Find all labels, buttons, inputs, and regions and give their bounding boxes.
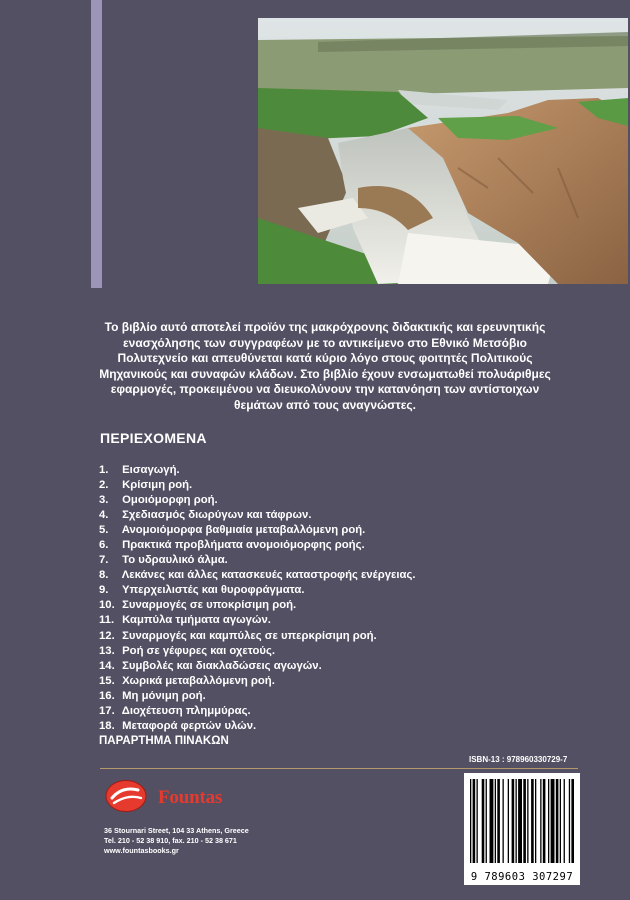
toc-item	[99, 598, 415, 613]
publisher-phone: Tel. 210 - 52 38 910, fax. 210 - 52 38 671	[104, 836, 237, 845]
toc-item-label: Ροή σε γέφυρες και οχετούς.	[122, 644, 275, 657]
toc-item-number: 6.	[99, 539, 109, 552]
barcode-bar	[556, 779, 559, 863]
toc-item-label: Ανομοιόμορφα βαθμιαία μεταβαλλόμενη ροή.	[121, 524, 366, 537]
toc-title: ΠΕΡΙΕΧΟΜΕΝΑ	[100, 430, 207, 446]
isbn-barcode	[464, 773, 580, 885]
barcode-bar	[518, 779, 522, 863]
toc-item-number: 16.	[99, 689, 115, 702]
toc-item-label: Μεταφορά φερτών υλών.	[122, 719, 257, 732]
barcode-bar	[470, 779, 471, 863]
barcode-bar	[473, 779, 476, 863]
toc-item	[99, 644, 415, 659]
toc-item-label: Ομοιόμορφη ροή.	[122, 494, 218, 507]
toc-item-label: Εισαγωγή.	[122, 464, 180, 476]
barcode-bar	[495, 779, 496, 863]
toc-item-number: 1.	[99, 464, 109, 476]
isbn-label: ISBN-13 : 978960330729-7	[469, 755, 568, 764]
toc-item-label: Μη μόνιμη ροή.	[122, 689, 206, 702]
toc-item	[99, 704, 415, 719]
barcode-bar	[543, 779, 546, 863]
toc-item	[99, 674, 415, 689]
toc-item	[99, 568, 415, 583]
toc-item-number: 5.	[99, 524, 109, 537]
toc-item-number: 17.	[99, 704, 115, 717]
toc-item-number: 4.	[99, 509, 109, 522]
barcode-bar	[486, 779, 487, 863]
accent-bar	[91, 0, 102, 288]
toc-item	[99, 463, 415, 478]
barcode-bar	[512, 779, 515, 863]
barcode-bar	[564, 779, 565, 863]
toc-item	[99, 583, 415, 598]
toc-item-number: 10.	[99, 599, 115, 612]
toc-item-number: 15.	[99, 674, 115, 687]
toc-item-number: 18.	[99, 719, 115, 732]
toc-item-label: Υπερχειλιστές και θυροφράγματα.	[121, 584, 305, 597]
toc-item-label: Σχεδιασμός διωρύγων και τάφρων.	[122, 509, 312, 522]
toc-item	[99, 508, 415, 523]
toc-item	[99, 659, 415, 674]
toc-item-label: Καμπύλα τμήματα αγωγών.	[122, 614, 271, 627]
publisher-name: Fountas	[158, 787, 223, 808]
barcode-bar	[571, 779, 574, 863]
toc-item	[99, 719, 415, 734]
barcode-bar	[482, 779, 485, 863]
barcode-bar	[523, 779, 526, 863]
barcode-bars	[464, 773, 580, 869]
publisher-logo	[104, 779, 148, 813]
publisher-contact	[104, 826, 249, 856]
toc-item	[99, 493, 415, 508]
cover-photo-waterfall	[258, 18, 628, 284]
toc-item	[99, 689, 415, 704]
toc-list	[99, 463, 415, 749]
toc-item-number: 7.	[99, 554, 109, 567]
toc-item	[99, 523, 415, 538]
toc-item-label: Συμβολές και διακλαδώσεις αγωγών.	[122, 659, 322, 672]
toc-item-number: 14.	[99, 659, 115, 672]
toc-item-label: Πρακτικά προβλήματα ανομοιόμορφης ροής.	[122, 539, 365, 552]
toc-item	[99, 613, 415, 628]
toc-item-label: Το υδραυλικό άλμα.	[122, 554, 228, 567]
toc-item-label: Συναρμογές και καμπύλες σε υπερκρίσιμη ροή.	[122, 629, 377, 642]
barcode-bar	[477, 779, 478, 863]
toc-item-number: 3.	[99, 494, 109, 507]
barcode-bar	[551, 779, 555, 863]
book-description: Το βιβλίο αυτό αποτελεί προϊόν της μακρόχρονης διδακτικής και ερευνητικής ενασχόλησης των συγγραφέων με το αντικείμενο στο Εθνικό Μετσόβιο Πολυτεχνείο και απευθύνεται κατά κύριο λόγο στους φοιτητές Πολιτικούς Μηχανικούς και συναφών κλάδων. Στο βιβλίο έχουν ενσωματωθεί πολυάριθμες εφαρμογές, προκειμένου να διευκολύνουν την κατανόηση των αντίστοιχων θεμάτων από τους αναγνώστες.	[99, 320, 551, 412]
publisher-address: 36 Stournari Street, 104 33 Athens, Greece	[104, 826, 249, 835]
barcode-bar	[569, 779, 570, 863]
divider-rule	[100, 768, 578, 769]
toc-item-number: 11.	[99, 614, 115, 627]
toc-item-label: Χωρικά μεταβαλλόμενη ροή.	[122, 674, 275, 687]
toc-item-label: Διοχέτευση πλημμύρας.	[121, 704, 251, 717]
toc-item-number: 12.	[99, 629, 115, 642]
barcode-bar	[535, 779, 536, 863]
barcode-bar	[503, 779, 504, 863]
toc-item	[99, 478, 415, 493]
publisher-website: www.fountasbooks.gr	[104, 846, 179, 855]
barcode-bar	[508, 779, 509, 863]
barcode-bar	[497, 779, 500, 863]
toc-item	[99, 629, 415, 644]
toc-item-label: Λεκάνες και άλλες κατασκευές καταστροφής ενέργειας.	[121, 569, 416, 582]
barcode-bar	[531, 779, 534, 863]
toc-item-label: Κρίσιμη ροή.	[122, 479, 193, 492]
barcode-bar	[560, 779, 561, 863]
toc-item	[99, 553, 415, 568]
barcode-digits: 9 789603 307297	[470, 871, 574, 883]
toc-appendix: ΠΑΡΑΡΤΗΜΑ ΠΙΝΑΚΩΝ	[99, 734, 229, 747]
barcode-bar	[527, 779, 528, 863]
toc-item-number: 13.	[99, 644, 115, 657]
barcode-bar	[540, 779, 541, 863]
toc-item-number: 9.	[99, 584, 109, 597]
toc-item-number: 8.	[99, 569, 109, 582]
barcode-bar	[516, 779, 517, 863]
toc-item	[99, 538, 415, 553]
toc-item-number: 2.	[99, 479, 109, 492]
toc-item-label: Συναρμογές σε υποκρίσιμη ροή.	[122, 599, 297, 612]
barcode-bar	[548, 779, 549, 863]
barcode-bar	[490, 779, 494, 863]
